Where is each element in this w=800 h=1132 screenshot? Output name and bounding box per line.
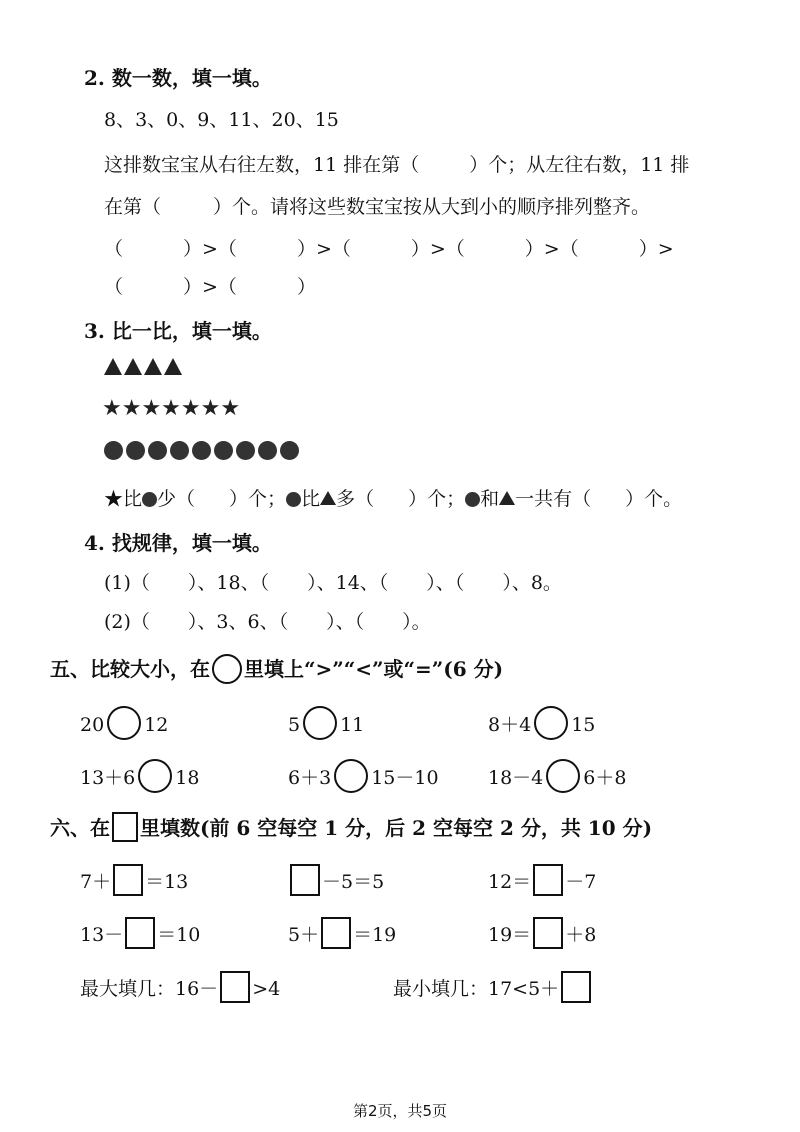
text: >4 bbox=[252, 978, 281, 1000]
text: 13－ bbox=[80, 924, 124, 946]
max-fill-item bbox=[80, 971, 280, 1003]
q2-line2-b: ）个。请将这些数宝宝按从大到小的顺序排列整齐。 bbox=[213, 196, 651, 218]
triangle-icon bbox=[320, 491, 336, 505]
circle-icon bbox=[280, 441, 299, 460]
text: 最小填几：17<5＋ bbox=[393, 978, 560, 1000]
q2-line2 bbox=[104, 192, 650, 219]
circle-icon bbox=[104, 441, 123, 460]
q2-line1 bbox=[104, 150, 689, 177]
min-fill-item bbox=[393, 971, 593, 1003]
text: 五、比较大小，在 bbox=[50, 657, 210, 681]
text: －5＝5 bbox=[322, 871, 385, 893]
circle-icon bbox=[148, 441, 167, 460]
q3-heading: 3. 比一比，填一填。 bbox=[84, 319, 272, 343]
circle-icon bbox=[170, 441, 189, 460]
compare-circle[interactable] bbox=[546, 759, 580, 793]
circle-icon bbox=[126, 441, 145, 460]
q4-seq2 bbox=[104, 607, 431, 634]
paren: （ bbox=[104, 276, 124, 298]
page-footer: 第2页，共5页 bbox=[352, 1102, 448, 1120]
fill-item bbox=[80, 917, 200, 949]
text: ）个； bbox=[229, 488, 287, 510]
paren: ）> bbox=[638, 238, 674, 260]
text: 里填上“>”“<”或“=”(6 分) bbox=[244, 657, 504, 681]
circle-icon bbox=[258, 441, 277, 460]
text: ）。 bbox=[402, 611, 431, 633]
fill-item bbox=[288, 864, 384, 896]
triangle-icon bbox=[144, 358, 162, 375]
text: ）、（ bbox=[326, 611, 365, 633]
circle-icon bbox=[142, 492, 157, 507]
text: ）、14、（ bbox=[307, 572, 389, 594]
triangle-icon bbox=[104, 358, 122, 375]
text: ＋8 bbox=[565, 924, 597, 946]
text: 15 bbox=[571, 714, 596, 736]
compare-circle[interactable] bbox=[107, 706, 141, 740]
text: 最大填几：16－ bbox=[80, 978, 219, 1000]
compare-item bbox=[288, 706, 364, 740]
square-icon bbox=[112, 812, 138, 842]
star-icon: ★ bbox=[104, 488, 124, 510]
compare-item bbox=[80, 759, 199, 793]
q3-star-row bbox=[102, 398, 240, 420]
circle-icon bbox=[212, 654, 242, 684]
circle-icon bbox=[236, 441, 255, 460]
compare-item bbox=[488, 759, 626, 793]
q2-line1-b: ）个；从左往右数，11 排 bbox=[469, 154, 690, 176]
paren: ）>（ bbox=[183, 238, 237, 260]
q2-order-row1 bbox=[104, 234, 674, 261]
q4-seq1 bbox=[104, 568, 562, 595]
text: ＝13 bbox=[145, 871, 189, 893]
fill-box[interactable] bbox=[290, 864, 320, 896]
fill-box[interactable] bbox=[533, 917, 563, 949]
fill-box[interactable] bbox=[113, 864, 143, 896]
text: 11 bbox=[340, 714, 365, 736]
text: 和 bbox=[480, 488, 500, 510]
circle-icon bbox=[214, 441, 233, 460]
text: 5＋ bbox=[288, 924, 320, 946]
text: 20 bbox=[80, 714, 105, 736]
sec5-heading bbox=[50, 653, 503, 684]
text: 里填数(前 6 空每空 1 分，后 2 空每空 2 分，共 10 分) bbox=[140, 816, 653, 840]
compare-item bbox=[80, 706, 168, 740]
fill-box[interactable] bbox=[561, 971, 591, 1003]
text: ）、（ bbox=[426, 572, 465, 594]
q4-heading: 4. 找规律，填一填。 bbox=[84, 531, 272, 555]
text: 18－4 bbox=[488, 767, 544, 789]
text: (2)（ bbox=[104, 611, 150, 633]
q2-line2-a: 在第（ bbox=[104, 196, 162, 218]
text: 8＋4 bbox=[488, 714, 532, 736]
fill-box[interactable] bbox=[220, 971, 250, 1003]
text: 多（ bbox=[336, 488, 375, 510]
text: 18 bbox=[175, 767, 200, 789]
fill-box[interactable] bbox=[533, 864, 563, 896]
fill-item bbox=[488, 917, 596, 949]
text: ）、8。 bbox=[502, 572, 562, 594]
compare-item bbox=[288, 759, 439, 793]
sec6-heading bbox=[50, 812, 652, 842]
triangle-icon bbox=[164, 358, 182, 375]
q2-heading: 2. 数一数，填一填。 bbox=[84, 66, 272, 90]
star-icons: ★★★★★★★ bbox=[102, 396, 241, 421]
q3-triangle-row bbox=[104, 358, 182, 375]
text: 少（ bbox=[157, 488, 196, 510]
circle-icon bbox=[465, 492, 480, 507]
fill-box[interactable] bbox=[125, 917, 155, 949]
text: ）个； bbox=[408, 488, 466, 510]
text: ＝10 bbox=[157, 924, 201, 946]
text: 比 bbox=[123, 488, 143, 510]
text: 15－10 bbox=[371, 767, 439, 789]
text: 13＋6 bbox=[80, 767, 136, 789]
compare-circle[interactable] bbox=[534, 706, 568, 740]
text: 一共有（ bbox=[515, 488, 592, 510]
text: 12 bbox=[144, 714, 169, 736]
q3-fill-line bbox=[104, 484, 682, 511]
text: －7 bbox=[565, 871, 597, 893]
text: ）个。 bbox=[625, 488, 683, 510]
fill-item bbox=[80, 864, 188, 896]
q3-circle-row bbox=[104, 441, 300, 460]
text: ＝19 bbox=[353, 924, 397, 946]
text: 5 bbox=[288, 714, 301, 736]
text: 12＝ bbox=[488, 871, 532, 893]
q2-line1-a: 这排数宝宝从右往左数，11 排在第（ bbox=[104, 154, 420, 176]
text: 19＝ bbox=[488, 924, 532, 946]
compare-circle[interactable] bbox=[303, 706, 337, 740]
compare-circle[interactable] bbox=[334, 759, 368, 793]
compare-item bbox=[488, 706, 595, 740]
text: (1)（ bbox=[104, 572, 150, 594]
text: ）、3、6、（ bbox=[187, 611, 289, 633]
circle-icon bbox=[286, 492, 301, 507]
circle-icon bbox=[192, 441, 211, 460]
text: 7＋ bbox=[80, 871, 112, 893]
q2-order-row2 bbox=[104, 272, 316, 299]
fill-item bbox=[288, 917, 396, 949]
text: ）、18、（ bbox=[187, 572, 270, 594]
paren: ）>（ bbox=[410, 238, 465, 260]
paren: ）>（ bbox=[296, 238, 351, 260]
text: 比 bbox=[301, 488, 321, 510]
text: 六、在 bbox=[50, 816, 110, 840]
text: 6＋8 bbox=[583, 767, 627, 789]
fill-box[interactable] bbox=[321, 917, 351, 949]
fill-item bbox=[488, 864, 596, 896]
compare-circle[interactable] bbox=[138, 759, 172, 793]
triangle-icon bbox=[499, 491, 515, 505]
q2-numbers: 8、3、0、9、11、20、15 bbox=[104, 109, 339, 131]
paren: ）>（ bbox=[183, 276, 237, 298]
triangle-icon bbox=[124, 358, 142, 375]
text: 6＋3 bbox=[288, 767, 332, 789]
paren: ） bbox=[296, 276, 316, 298]
paren: ）>（ bbox=[524, 238, 579, 260]
paren: （ bbox=[104, 238, 124, 260]
